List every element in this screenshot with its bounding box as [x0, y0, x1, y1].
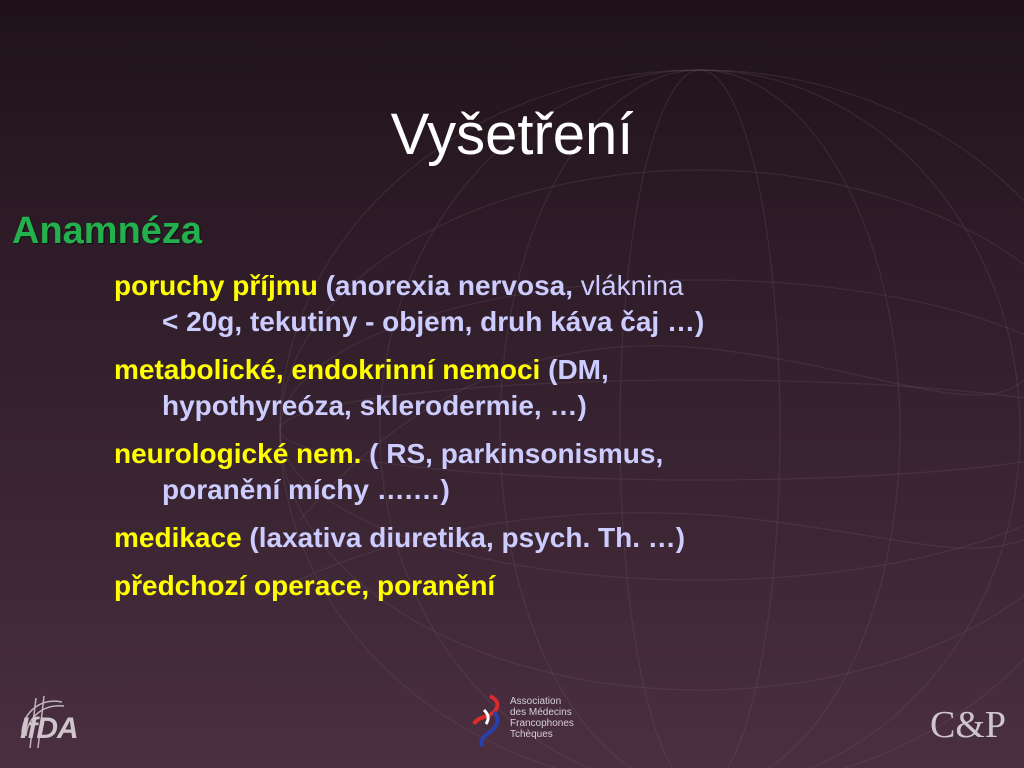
association-line: Francophones: [510, 718, 574, 729]
item-lead: neurologické nem.: [114, 438, 362, 469]
list-item: [114, 568, 854, 604]
item-text: (anorexia nervosa,: [317, 270, 574, 301]
list-item: [114, 436, 854, 508]
item-text: (laxativa diuretika, psych. Th. …): [241, 522, 686, 553]
flag-ribbon-icon: [470, 694, 506, 748]
item-continuation: < 20g, tekutiny - objem, druh káva čaj …): [162, 306, 705, 337]
list-item: [114, 352, 854, 424]
list-item: [114, 520, 854, 556]
item-continuation: poranění míchy ….…): [162, 474, 450, 505]
section-heading: Anamnéza: [12, 210, 203, 252]
item-lead: medikace: [114, 522, 242, 553]
association-line: des Médecins: [510, 707, 572, 718]
ifda-logo-text: IfDA: [20, 712, 78, 745]
item-lead: předchozí operace, poranění: [114, 570, 496, 601]
item-lead: poruchy příjmu: [114, 270, 318, 301]
item-text-normal: vláknina: [573, 270, 684, 301]
item-text: ( RS, parkinsonismus,: [361, 438, 664, 469]
association-line: Association: [510, 696, 562, 707]
bullet-list: [114, 268, 854, 616]
item-lead: metabolické, endokrinní nemoci: [114, 354, 541, 385]
association-text: [510, 696, 574, 740]
item-continuation: hypothyreóza, sklerodermie, …): [162, 390, 587, 421]
item-text: (DM,: [540, 354, 609, 385]
association-logo: [470, 694, 600, 750]
list-item: [114, 268, 854, 340]
cp-logo: C&P: [930, 704, 1007, 746]
association-line: Tchèques: [510, 729, 553, 740]
slide-title: Vyšetření: [390, 102, 634, 167]
